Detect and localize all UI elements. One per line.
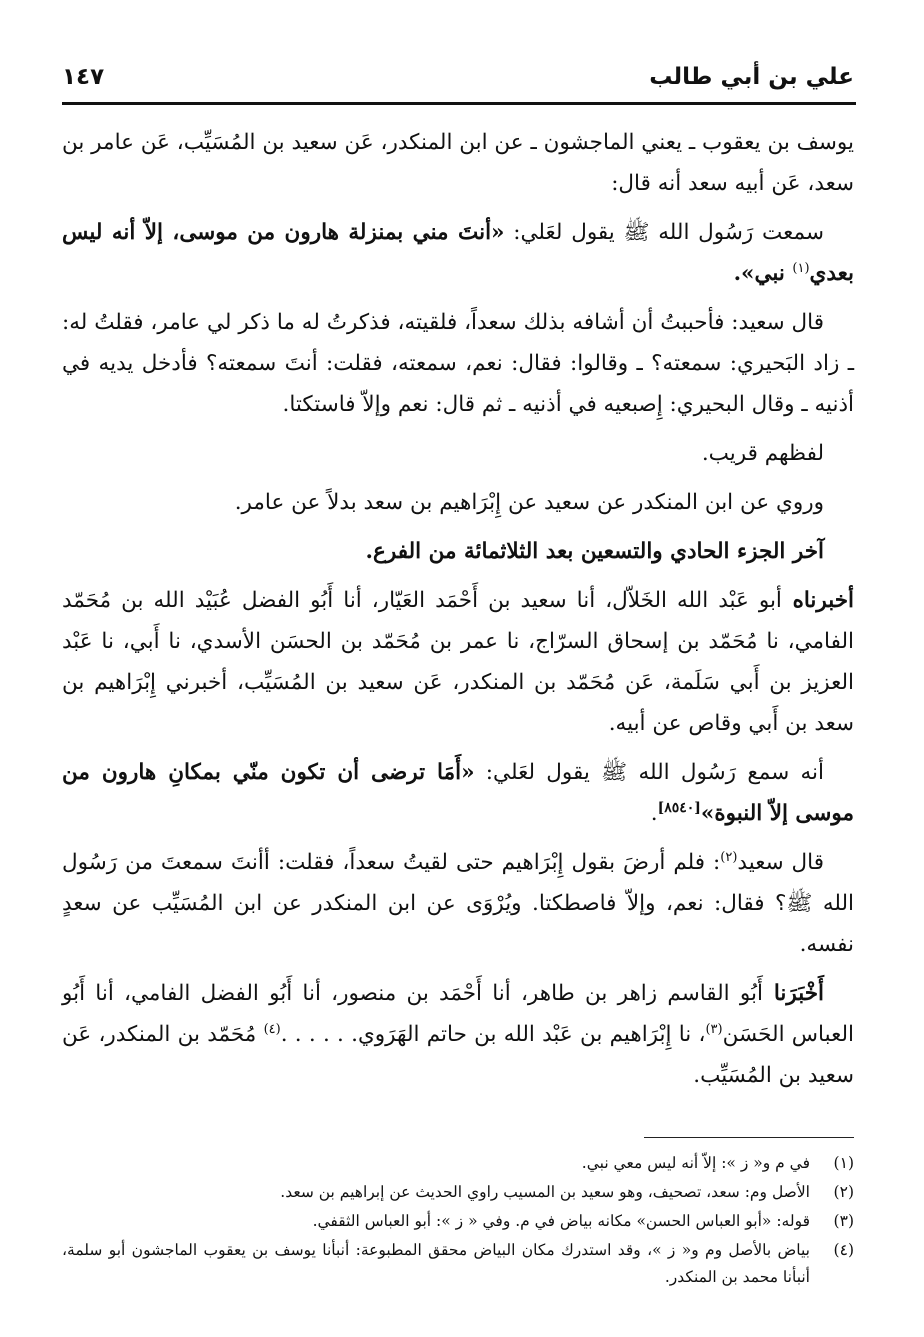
paragraph-text: وروي عن ابن المنكدر عن سعيد عن إِبْرَاهيم بن سعد بدلاً عن عامر. <box>234 490 824 515</box>
hadith-intro: أنه سمع رَسُول الله ﷺ يقول لعَلي: <box>474 760 824 785</box>
akhbarana-lead: أخبرناه <box>781 588 854 613</box>
header-rule <box>62 102 856 105</box>
section-end-marker <box>62 531 854 572</box>
footnote-item <box>62 1237 854 1291</box>
hadith-quote: «أَمَا ترضى أن تكون منّي بمكانِ هارون من موسى إلاّ النبوة» <box>62 760 854 826</box>
paragraph-hadith-2 <box>62 752 854 834</box>
footnote-text: الأصل وم: سعد، تصحيف، وهو سعيد بن المسيب راوي الحديث عن إبراهيم بن سعد. <box>280 1183 810 1201</box>
paragraph-text: : فلم أرضَ بقول إِبْرَاهيم حتى لقيتُ سعداً، فقلت: أأنتَ سمعتَ من رَسُول الله ﷺ؟ فقال: نعم، وإلاّ فاصطكتا. ويُرْوَى عن ابن المنكدر عن ابن المُسَيِّب عن سعدٍ نفسه. <box>62 850 854 957</box>
paragraph-said-account-2 <box>62 842 854 965</box>
paragraph-isnad <box>62 122 854 204</box>
footnote-ref-1[interactable]: (١) <box>792 260 810 276</box>
footnote-item <box>62 1179 854 1206</box>
paragraph-isnad-3 <box>62 973 854 1096</box>
footnote-item <box>62 1150 854 1177</box>
footnote-ref-2[interactable]: (٢) <box>720 849 738 865</box>
paragraph-said-account <box>62 302 854 425</box>
section-end-text: آخر الجزء الحادي والتسعين بعد الثلاثمائة من الفرع. <box>365 539 824 564</box>
footnote-number: (٤) <box>833 1241 854 1259</box>
footnote-rule <box>644 1137 854 1138</box>
footnote-number: (١) <box>833 1154 854 1172</box>
paragraph-variant <box>62 482 854 523</box>
paragraph-text: يوسف بن يعقوب ـ يعني الماجشون ـ عن ابن المنكدر، عَن سعيد بن المُسَيِّب، عَن عامر بن سعد، عَن أبيه سعد أنه قال: <box>62 130 854 196</box>
paragraph-lead-text: قال سعيد: فأحببتُ أن أشافه بذلك سعداً، <box>457 310 825 335</box>
footnotes <box>62 1150 854 1293</box>
paragraph-text: أَبُو القاسم زاهر بن طاهر، أنا أَحْمَد بن منصور، أنا أَبُو الفضل الفامي، أنا أَبُو العباس الحَسَن <box>62 981 854 1047</box>
header-title: علي بن أبي طالب <box>649 64 854 90</box>
akhbarana-lead: أَخْبَرَنا <box>762 981 824 1006</box>
paragraph-note <box>62 433 854 474</box>
footnote-item <box>62 1208 854 1235</box>
footnote-text: بياض بالأصل وم و« ز »، وقد استدرك مكان البياض محقق المطبوعة: أنبأنا يوسف بن يعقوب الماجشون أبو سلمة، أنبأنا محمد بن المنكدر. <box>62 1241 810 1286</box>
footnote-number: (٣) <box>833 1212 854 1230</box>
footnote-text: قوله: «أبو العباس الحسن» مكانه بياض في م. وفي « ز »: أبو العباس الثقفي. <box>312 1212 810 1230</box>
hadith-quote-end: نبي». <box>733 261 793 286</box>
paragraph-text: ، نا إِبْرَاهيم بن عَبْد الله بن حاتم الهَرَوي. . . . . . <box>280 1022 706 1047</box>
hadith-end: . <box>650 801 658 826</box>
running-header <box>62 62 854 102</box>
hadith-quote: «أنتَ مني بمنزلة هارون من موسى، إلاّ أنه ليس بعدي <box>62 220 854 286</box>
main-text <box>62 122 854 1104</box>
hadith-intro: سمعت رَسُول الله ﷺ يقول لعَلي: <box>504 220 824 245</box>
paragraph-isnad-2 <box>62 580 854 744</box>
paragraph-text: فلقيته، فذكرتُ له ما ذكر لي عامر، فقلتُ له: ـ زاد البَحيري: سمعته؟ ـ وقالوا: فقال: نعم، سمعته، فقلت: أنتَ سمعته؟ فأدخل يديه في أذنيه ـ وقال البحيري: إِصبعيه في أذنيه ـ ثم قال: نعم وإلاّ فاستكتا. <box>62 310 854 417</box>
paragraph-hadith <box>62 212 854 294</box>
paragraph-text: لفظهم قريب. <box>701 441 824 466</box>
footnote-text: في م و« ز »: إلاّ أنه ليس معي نبي. <box>581 1154 810 1172</box>
paragraph-text: مُحَمّد بن المنكدر، عَن سعيد بن المُسَيِّب. <box>62 1022 854 1088</box>
footnote-number: (٢) <box>833 1183 854 1201</box>
footnote-ref-3[interactable]: (٣) <box>705 1021 723 1037</box>
paragraph-text: قال سعيد <box>737 850 824 875</box>
footnote-ref-4[interactable]: (٤) <box>263 1021 281 1037</box>
hadith-number: [٨٥٤٠] <box>657 799 701 816</box>
page-number: ١٤٧ <box>62 64 105 90</box>
paragraph-text: أبو عَبْد الله الخَلاّل، أنا سعيد بن أَحْمَد العَيّار، أنا أَبُو الفضل عُبَيْد الله بن مُحَمّد الفامي، نا مُحَمّد بن إسحاق السرّاج، نا عمر بن مُحَمّد بن الحسَن الأسدي، نا أَبي، نا عَبْد العزيز بن أَبي سَلَمة، عَن مُحَمّد بن المنكدر، عَن سعيد بن المُسَيِّب، أخبرني إِبْرَاهيم بن سعد بن أَبي وقاص عن أبيه. <box>62 588 854 736</box>
